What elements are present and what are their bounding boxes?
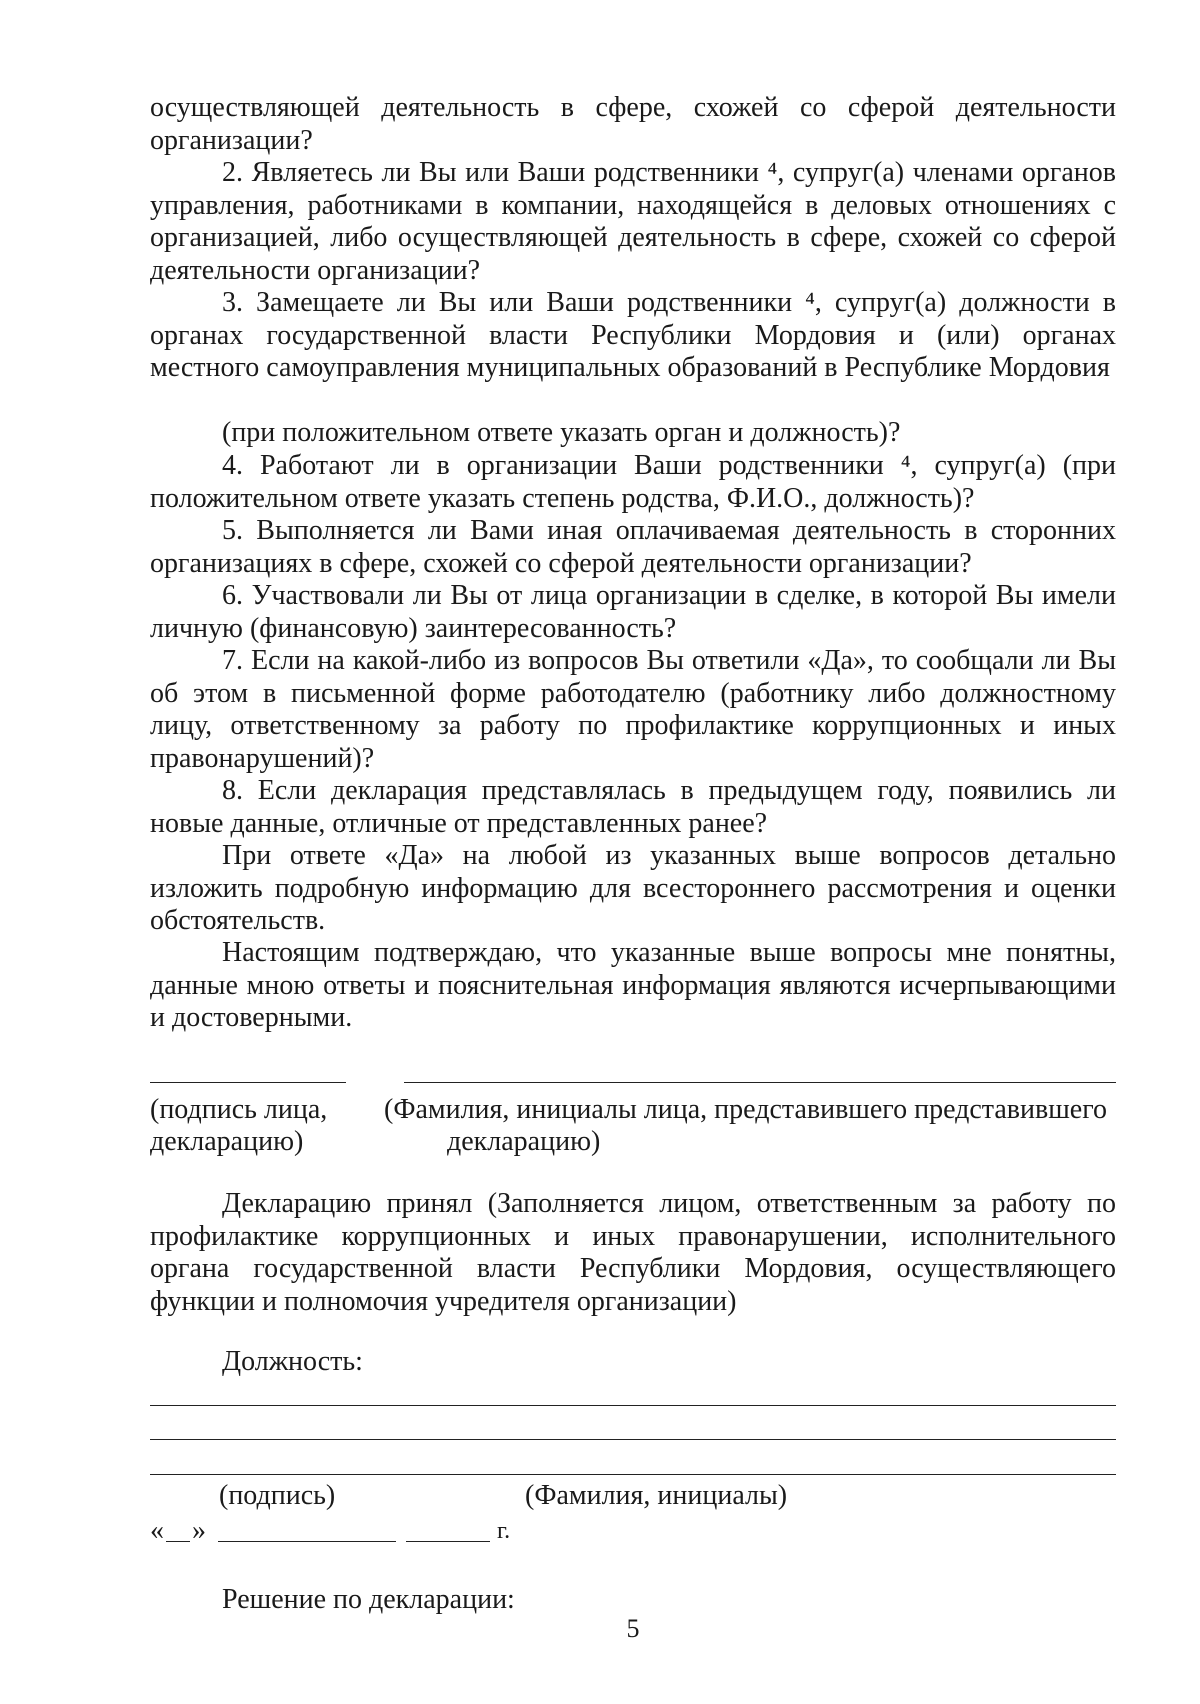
question-4: 4. Работают ли в организации Ваши родственники ⁴, супруг(а) (при положительном ответе указать степень родства, Ф.И.О., должность)? (150, 450, 1116, 514)
yes-answer-note: При ответе «Да» на любой из указанных выше вопросов детально изложить подробную информацию для всестороннего рассмотрения и оценки обстоятельств. (150, 840, 1116, 936)
question-5: 5. Выполняется ли Вами иная оплачиваемая деятельность в сторонних организациях в сфере, схожей со сферой деятельности организации? (150, 515, 1116, 579)
question-8: 8. Если декларация представлялась в предыдущем году, появились ли новые данные, отличные от представленных ранее? (150, 775, 1116, 839)
officer-signature-label: (подпись) (219, 1480, 336, 1511)
date-open-quote: « (150, 1515, 164, 1546)
confirmation-paragraph: Настоящим подтверждаю, что указанные выше вопросы мне понятны, данные мною ответы и пояснительная информация являются исчерпывающими и достоверными. (150, 937, 1116, 1033)
date-day-line[interactable] (166, 1541, 190, 1542)
position-line-1[interactable] (150, 1405, 1116, 1406)
question-3: 3. Замещаете ли Вы или Ваши родственники ⁴, супруг(а) должности в органах государственной власти Республики Мордовия и (или) органах местного самоуправления муниципальных образований в Республике Мордовия (150, 287, 1116, 383)
question-3-note: (при положительном ответе указать орган и должность)? (222, 417, 901, 448)
signature-label-cont: декларацию) (150, 1126, 304, 1157)
question-2: 2. Являетесь ли Вы или Ваши родственники ⁴, супруг(а) членами органов управления, работниками в компании, находящейся в деловых отношениях с организацией, либо осуществляющей деятельность в сфере, схожей со сферой деятельности организации? (150, 157, 1116, 286)
signature-name-line[interactable] (150, 1474, 1116, 1475)
signature-label: (подпись лица, (150, 1094, 328, 1125)
officer-name-label: (Фамилия, инициалы) (525, 1480, 788, 1511)
paragraph-intro: осуществляющей деятельность в сфере, схожей со сферой деятельности организации? (150, 92, 1116, 156)
page-number: 5 (626, 1614, 640, 1643)
date-close-quote: » (192, 1515, 206, 1546)
declarant-name-label-cont: декларацию) (447, 1126, 601, 1157)
accepted-by-paragraph: Декларацию принял (Заполняется лицом, ответственным за работу по профилактике коррупционных и иных правонарушении, исполнительного органа государственной власти Республики Мордовия, осуществляющего функции и полномочия учредителя организации) (150, 1188, 1116, 1317)
signature-line[interactable] (150, 1082, 346, 1083)
date-year-line[interactable] (406, 1541, 490, 1542)
date-month-line[interactable] (218, 1541, 396, 1542)
decision-label: Решение по декларации: (222, 1584, 515, 1615)
question-7: 7. Если на какой-либо из вопросов Вы ответили «Да», то сообщали ли Вы об этом в письменной форме работодателю (работнику либо должностному лицу, ответственному за работу по профилактике коррупционных и иных правонарушений)? (150, 645, 1116, 774)
declarant-name-label: (Фамилия, инициалы лица, представившего представившего (384, 1094, 1108, 1125)
position-label: Должность: (222, 1346, 363, 1377)
position-line-2[interactable] (150, 1439, 1116, 1440)
year-suffix: г. (497, 1518, 511, 1544)
question-6: 6. Участвовали ли Вы от лица организации в сделке, в которой Вы имели личную (финансовую) заинтересованность? (150, 580, 1116, 644)
declarant-name-line[interactable] (404, 1082, 1116, 1083)
